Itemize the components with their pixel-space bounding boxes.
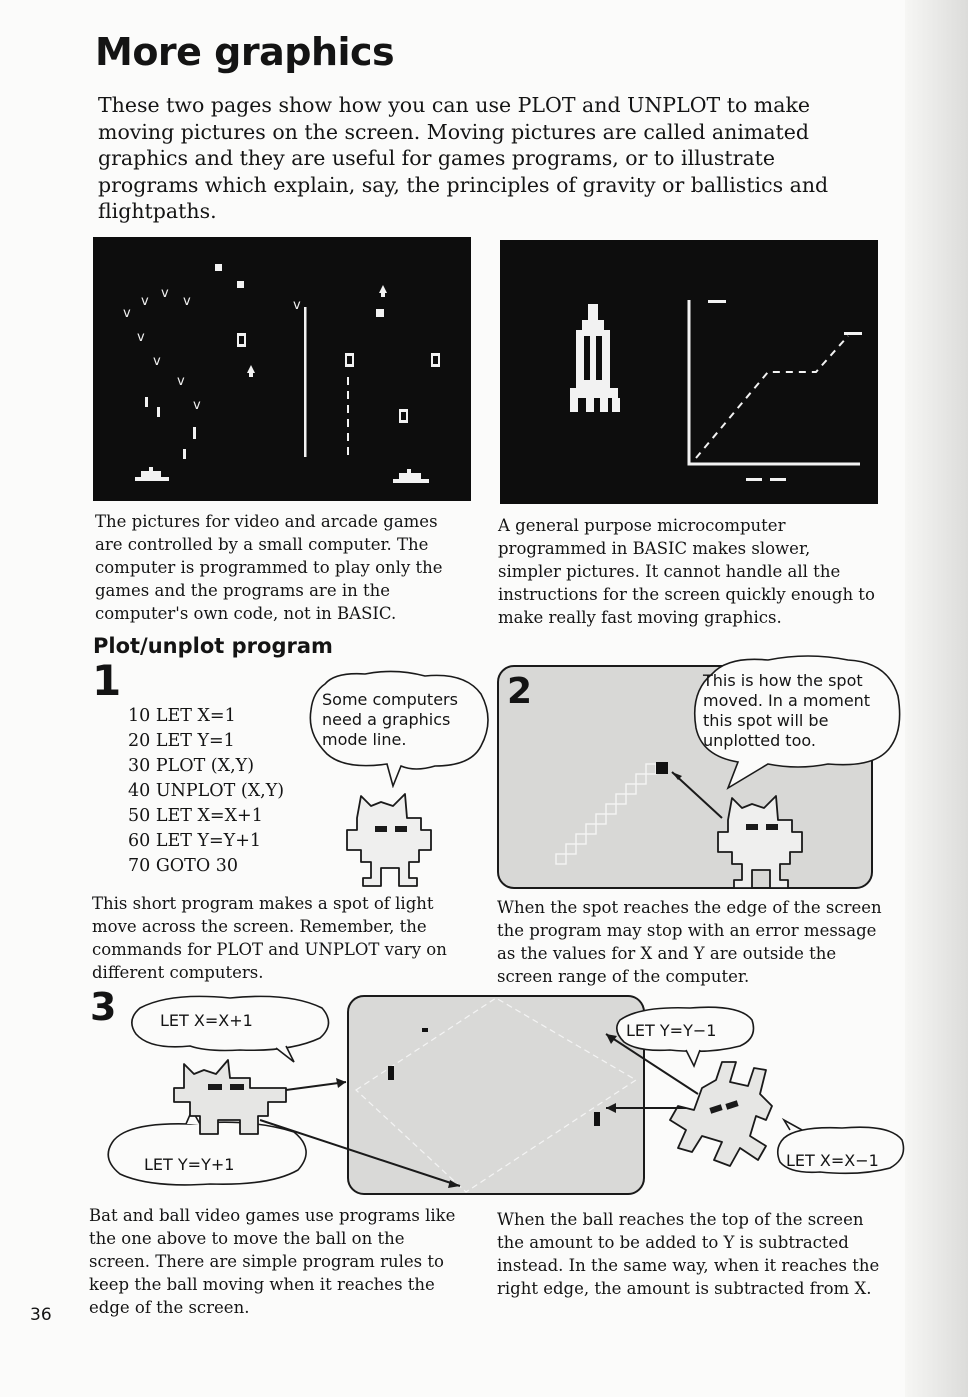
step-2-number: 2 xyxy=(507,671,533,712)
caption-step-2: When the spot reaches the edge of the screen the program may stop with an error message as the values for X and Y are outside the screen range of the computer. xyxy=(497,898,882,986)
micro-screen-illustration xyxy=(500,240,878,504)
bubble-let-y-minus: LET Y=Y−1 xyxy=(626,1021,717,1040)
bubble-let-x-minus: LET X=X−1 xyxy=(786,1151,879,1170)
code-line: 60 LET Y=Y+1 xyxy=(128,831,262,851)
monster-character-icon xyxy=(335,788,445,888)
step-1-number: 1 xyxy=(92,656,122,705)
code-line: 30 PLOT (X,Y) xyxy=(128,756,255,776)
caption-step-1: This short program makes a spot of light move across the screen. Remember, the commands for PLOT and UNPLOT vary on different computers. xyxy=(92,894,447,982)
svg-text:v: v xyxy=(183,294,191,309)
code-line: 10 LET X=1 xyxy=(128,706,236,726)
speech-bubble-text: Some computers need a graphics mode line. xyxy=(322,690,458,749)
svg-text:v: v xyxy=(177,374,185,389)
svg-text:v: v xyxy=(123,306,131,321)
code-line: 20 LET Y=1 xyxy=(128,731,235,751)
basic-program-listing xyxy=(128,704,284,879)
svg-text:v: v xyxy=(153,354,161,369)
step-3-number: 3 xyxy=(90,985,117,1029)
svg-text:v: v xyxy=(161,286,169,301)
arcade-screen-illustration xyxy=(93,237,471,501)
caption-arcade: The pictures for video and arcade games are controlled by a small computer. The computer is programmed to play only the games and the programs are in the computer's own code, not in BASIC. xyxy=(95,512,443,623)
page-title: More graphics xyxy=(95,30,395,74)
caption-micro: A general purpose microcomputer programmed in BASIC makes slower, simpler pictures. It cannot handle all the instructions for the screen quickly enough to make really fast moving graphics. xyxy=(498,516,875,627)
caption-step-3-right: When the ball reaches the top of the screen the amount to be added to Y is subtracted instead. In the same way, when it reaches the right edge, the amount is subtracted from X. xyxy=(497,1210,880,1298)
svg-text:v: v xyxy=(293,298,301,313)
bubble-let-y-plus: LET Y=Y+1 xyxy=(144,1155,235,1174)
svg-text:v: v xyxy=(193,398,201,413)
code-line: 70 GOTO 30 xyxy=(128,856,239,876)
caption-step-3-left: Bat and ball video games use programs like the one above to move the ball on the screen. There are simple program rules to keep the ball moving when it reaches the edge of the screen. xyxy=(89,1206,456,1317)
section-heading: Plot/unplot program xyxy=(93,634,333,658)
svg-text:v: v xyxy=(137,330,145,345)
code-line: 50 LET X=X+1 xyxy=(128,806,263,826)
monster-character-icon xyxy=(706,790,816,890)
intro-paragraph: These two pages show how you can use PLOT and UNPLOT to make moving pictures on the screen. Moving pictures are called animated graphics and they are useful for games programs, or to illustrate programs which explain, say, the principles of gravity or ballistics and flightpaths. xyxy=(98,93,829,223)
page-number: 36 xyxy=(30,1305,52,1325)
monster-character-icon xyxy=(670,1062,772,1166)
svg-text:v: v xyxy=(141,294,149,309)
bubble-let-x-plus: LET X=X+1 xyxy=(160,1011,253,1030)
code-line: 40 UNPLOT (X,Y) xyxy=(128,781,285,801)
speech-bubble-text: This is how the spot moved. In a moment this spot will be unplotted too. xyxy=(703,671,871,750)
